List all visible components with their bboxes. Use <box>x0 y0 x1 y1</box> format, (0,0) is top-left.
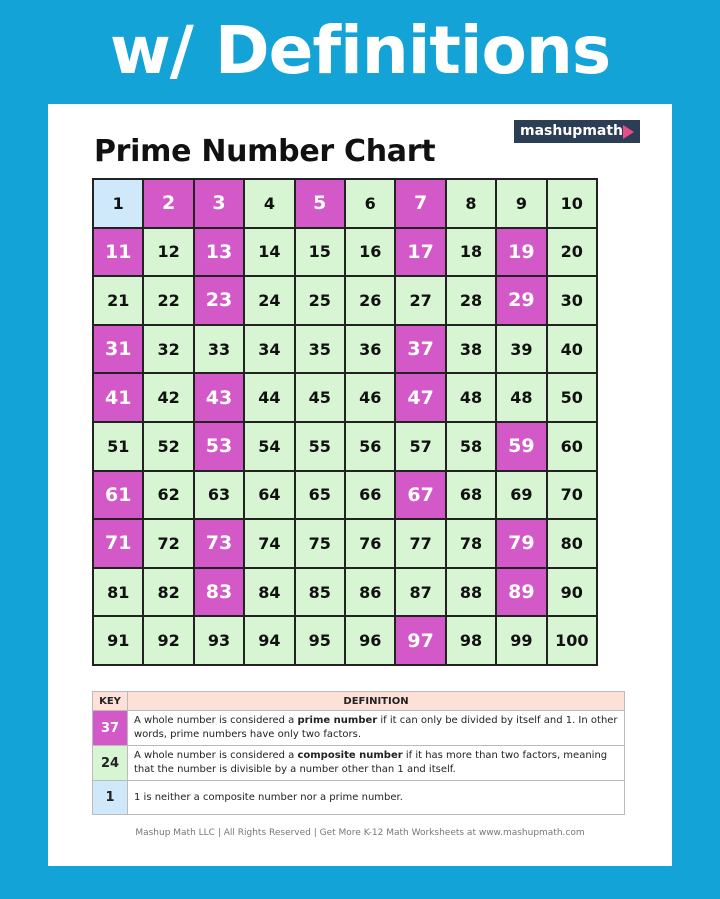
grid-cell-composite: 72 <box>144 520 192 567</box>
grid-cell-composite: 21 <box>94 277 142 324</box>
grid-cell-composite: 65 <box>296 472 344 519</box>
grid-cell-prime: 79 <box>497 520 545 567</box>
grid-cell-prime: 31 <box>94 326 142 373</box>
logo-text: mashupmath <box>520 123 624 139</box>
grid-cell-composite: 46 <box>346 374 394 421</box>
grid-cell-prime: 89 <box>497 569 545 616</box>
grid-cell-composite: 52 <box>144 423 192 470</box>
grid-cell-prime: 29 <box>497 277 545 324</box>
grid-cell-composite: 28 <box>447 277 495 324</box>
grid-cell-prime: 47 <box>396 374 444 421</box>
grid-cell-composite: 76 <box>346 520 394 567</box>
worksheet <box>48 104 672 866</box>
number-grid <box>92 178 598 666</box>
grid-cell-composite: 94 <box>245 617 293 664</box>
grid-cell-composite: 55 <box>296 423 344 470</box>
grid-cell-composite: 20 <box>548 229 596 276</box>
grid-cell-composite: 39 <box>497 326 545 373</box>
neither-key-swatch: 1 <box>93 781 128 815</box>
grid-cell-composite: 80 <box>548 520 596 567</box>
grid-cell-prime: 37 <box>396 326 444 373</box>
grid-cell-composite: 30 <box>548 277 596 324</box>
grid-cell-composite: 18 <box>447 229 495 276</box>
grid-cell-composite: 91 <box>94 617 142 664</box>
grid-cell-composite: 51 <box>94 423 142 470</box>
key-column-header: KEY <box>93 692 128 711</box>
grid-cell-composite: 86 <box>346 569 394 616</box>
grid-cell-composite: 44 <box>245 374 293 421</box>
grid-cell-composite: 50 <box>548 374 596 421</box>
grid-cell-composite: 81 <box>94 569 142 616</box>
grid-cell-composite: 74 <box>245 520 293 567</box>
grid-cell-prime: 71 <box>94 520 142 567</box>
grid-cell-neither: 1 <box>94 180 142 227</box>
grid-cell-prime: 3 <box>195 180 243 227</box>
grid-cell-composite: 38 <box>447 326 495 373</box>
grid-cell-composite: 22 <box>144 277 192 324</box>
grid-cell-composite: 66 <box>346 472 394 519</box>
grid-cell-composite: 35 <box>296 326 344 373</box>
grid-cell-composite: 68 <box>447 472 495 519</box>
grid-cell-composite: 63 <box>195 472 243 519</box>
grid-cell-composite: 57 <box>396 423 444 470</box>
key-row-neither <box>93 781 625 815</box>
grid-cell-composite: 9 <box>497 180 545 227</box>
grid-cell-prime: 83 <box>195 569 243 616</box>
grid-cell-composite: 64 <box>245 472 293 519</box>
grid-cell-composite: 90 <box>548 569 596 616</box>
grid-cell-composite: 62 <box>144 472 192 519</box>
grid-cell-composite: 14 <box>245 229 293 276</box>
grid-cell-composite: 69 <box>497 472 545 519</box>
grid-cell-composite: 78 <box>447 520 495 567</box>
grid-cell-composite: 92 <box>144 617 192 664</box>
grid-cell-composite: 88 <box>447 569 495 616</box>
grid-cell-prime: 2 <box>144 180 192 227</box>
grid-cell-prime: 61 <box>94 472 142 519</box>
neither-definition: 1 is neither a composite number nor a prime number. <box>128 781 625 815</box>
grid-cell-composite: 12 <box>144 229 192 276</box>
key-table <box>92 691 625 815</box>
grid-cell-composite: 77 <box>396 520 444 567</box>
grid-cell-prime: 11 <box>94 229 142 276</box>
grid-cell-composite: 26 <box>346 277 394 324</box>
grid-cell-composite: 98 <box>447 617 495 664</box>
key-header-row <box>93 692 625 711</box>
grid-cell-prime: 53 <box>195 423 243 470</box>
composite-definition: A whole number is considered a composite number if it has more than two factors, meaning that the number is divisible by a number other than 1 and itself. <box>128 746 625 781</box>
prime-term: prime number <box>297 715 378 726</box>
grid-cell-prime: 41 <box>94 374 142 421</box>
grid-cell-composite: 34 <box>245 326 293 373</box>
grid-cell-prime: 97 <box>396 617 444 664</box>
footer-credit: Mashup Math LLC | All Rights Reserved | Get More K-12 Math Worksheets at www.mashupmath.com <box>135 828 585 838</box>
grid-cell-composite: 85 <box>296 569 344 616</box>
composite-term: composite number <box>297 750 403 761</box>
grid-cell-prime: 23 <box>195 277 243 324</box>
banner-title: w/ Definitions <box>109 12 611 89</box>
grid-cell-composite: 4 <box>245 180 293 227</box>
grid-cell-composite: 48 <box>447 374 495 421</box>
grid-cell-composite: 45 <box>296 374 344 421</box>
grid-cell-composite: 84 <box>245 569 293 616</box>
grid-cell-composite: 27 <box>396 277 444 324</box>
grid-cell-prime: 43 <box>195 374 243 421</box>
grid-cell-composite: 33 <box>195 326 243 373</box>
grid-cell-prime: 19 <box>497 229 545 276</box>
grid-cell-composite: 100 <box>548 617 596 664</box>
mashupmath-logo <box>514 120 640 143</box>
grid-cell-composite: 15 <box>296 229 344 276</box>
grid-cell-composite: 60 <box>548 423 596 470</box>
composite-key-swatch: 24 <box>93 746 128 781</box>
grid-cell-prime: 67 <box>396 472 444 519</box>
grid-cell-composite: 36 <box>346 326 394 373</box>
grid-cell-composite: 25 <box>296 277 344 324</box>
grid-cell-prime: 17 <box>396 229 444 276</box>
grid-cell-composite: 87 <box>396 569 444 616</box>
grid-cell-composite: 82 <box>144 569 192 616</box>
grid-cell-composite: 8 <box>447 180 495 227</box>
grid-cell-composite: 48 <box>497 374 545 421</box>
grid-cell-composite: 58 <box>447 423 495 470</box>
grid-cell-composite: 32 <box>144 326 192 373</box>
key-row-prime <box>93 711 625 746</box>
grid-cell-composite: 95 <box>296 617 344 664</box>
grid-cell-prime: 5 <box>296 180 344 227</box>
key-row-composite <box>93 746 625 781</box>
grid-cell-composite: 56 <box>346 423 394 470</box>
page-title: Prime Number Chart <box>94 134 436 169</box>
grid-cell-composite: 96 <box>346 617 394 664</box>
grid-cell-composite: 93 <box>195 617 243 664</box>
grid-cell-composite: 42 <box>144 374 192 421</box>
grid-cell-prime: 73 <box>195 520 243 567</box>
grid-cell-composite: 10 <box>548 180 596 227</box>
grid-cell-prime: 7 <box>396 180 444 227</box>
grid-cell-composite: 6 <box>346 180 394 227</box>
grid-cell-composite: 16 <box>346 229 394 276</box>
grid-cell-composite: 75 <box>296 520 344 567</box>
prime-definition: A whole number is considered a prime number if it can only be divided by itself and 1. In other words, prime numbers have only two factors. <box>128 711 625 746</box>
play-arrow-icon <box>623 125 634 139</box>
prime-key-swatch: 37 <box>93 711 128 746</box>
grid-cell-composite: 54 <box>245 423 293 470</box>
grid-cell-composite: 40 <box>548 326 596 373</box>
grid-cell-composite: 99 <box>497 617 545 664</box>
definition-column-header: DEFINITION <box>128 692 625 711</box>
grid-cell-composite: 24 <box>245 277 293 324</box>
grid-cell-prime: 59 <box>497 423 545 470</box>
grid-cell-composite: 70 <box>548 472 596 519</box>
grid-cell-prime: 13 <box>195 229 243 276</box>
